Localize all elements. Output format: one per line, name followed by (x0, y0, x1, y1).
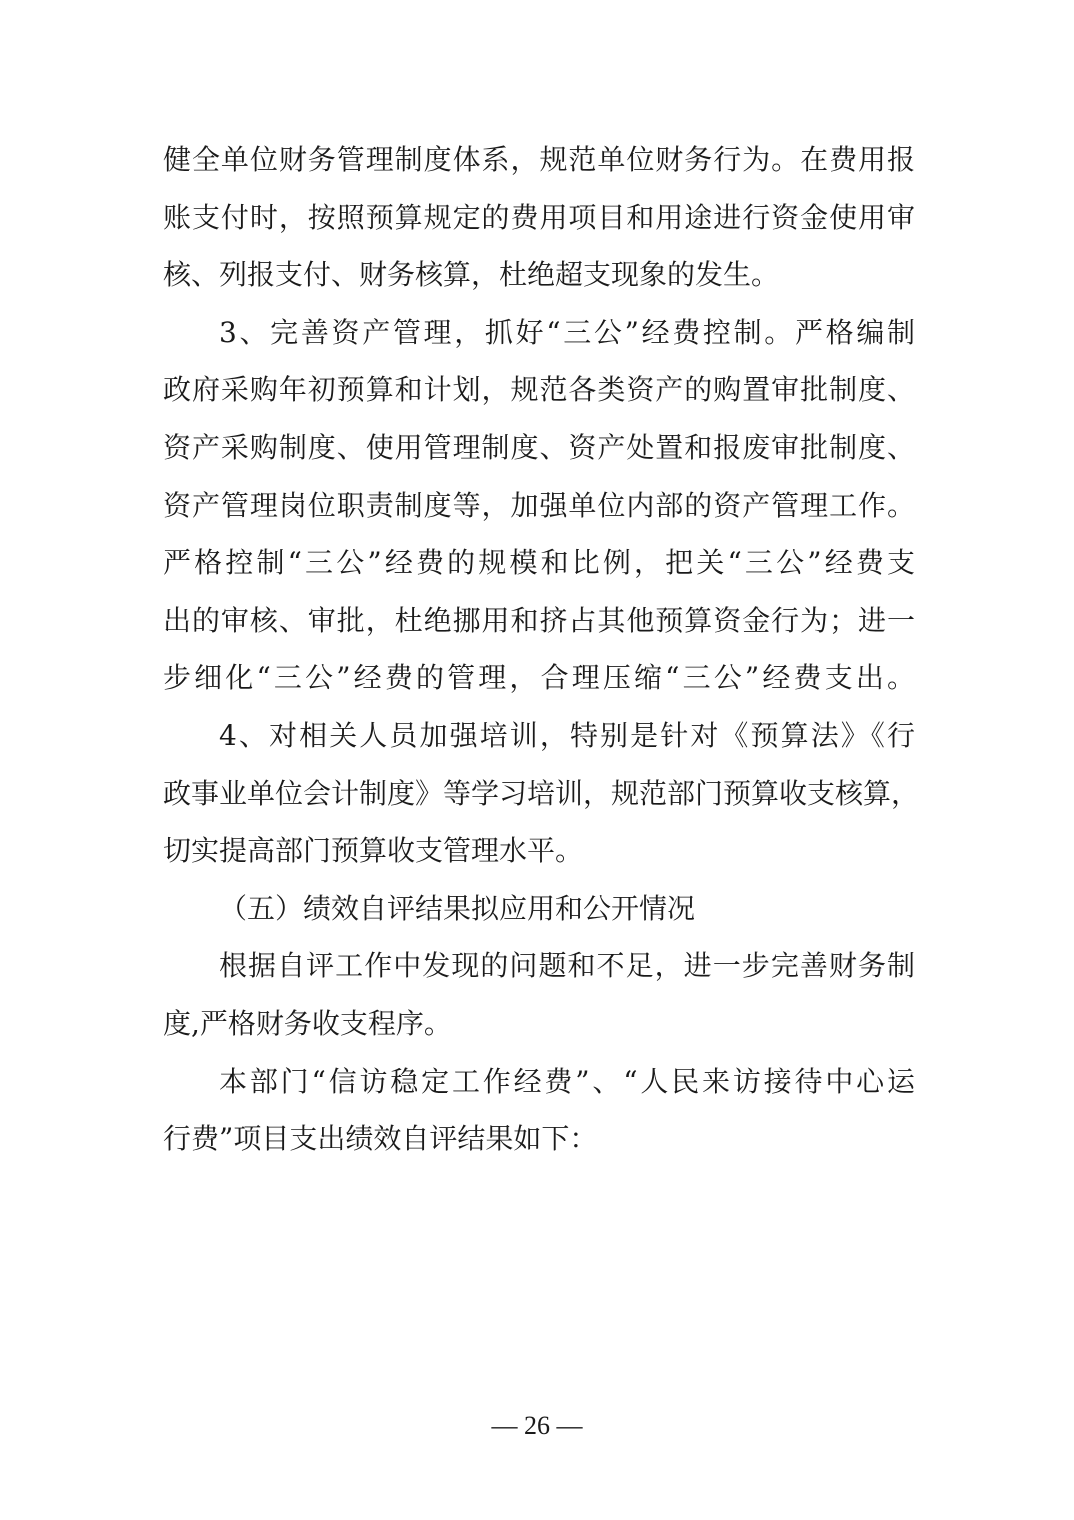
paragraph-line: 本部门“信访稳定工作经费”、“人民来访接待中心运 (219, 1064, 915, 1098)
paragraph-line: 步细化“三公”经费的管理，合理压缩“三公”经费支出。 (163, 661, 915, 695)
page-number: — 26 — (491, 1411, 583, 1440)
section-heading: （五）绩效自评结果拟应用和公开情况 (219, 891, 696, 925)
paragraph-line: 政事业单位会计制度》等学习培训，规范部门预算收支核算， (163, 776, 920, 810)
paragraph-line: 账支付时，按照预算规定的费用项目和用途进行资金使用审 (163, 200, 915, 234)
paragraph-line: 4、对相关人员加强培训，特别是针对《预算法》《行 (219, 718, 915, 752)
paragraph-line: 度,严格财务收支程序。 (163, 1006, 452, 1040)
paragraph-line: 资产采购制度、使用管理制度、资产处置和报废审批制度、 (163, 430, 915, 464)
paragraph-line: 健全单位财务管理制度体系，规范单位财务行为。在费用报 (163, 143, 915, 176)
paragraph-line: 政府采购年初预算和计划，规范各类资产的购置审批制度、 (163, 373, 915, 407)
document-body (163, 131, 920, 1168)
paragraph-line: 3、完善资产管理，抓好“三公”经费控制。严格编制 (219, 315, 915, 349)
paragraph-line: 根据自评工作中发现的问题和不足，进一步完善财务制 (219, 949, 915, 983)
paragraph-line: 核、列报支付、财务核算，杜绝超支现象的发生。 (163, 258, 780, 292)
paragraph-line: 资产管理岗位职责制度等，加强单位内部的资产管理工作。 (163, 488, 915, 522)
paragraph-line: 出的审核、审批，杜绝挪用和挤占其他预算资金行为；进一 (163, 603, 915, 637)
paragraph-line: 行费”项目支出绩效自评结果如下： (163, 1122, 598, 1156)
paragraph-line: 切实提高部门预算收支管理水平。 (163, 834, 584, 868)
paragraph-line: 严格控制“三公”经费的规模和比例，把关“三公”经费支 (163, 546, 915, 580)
